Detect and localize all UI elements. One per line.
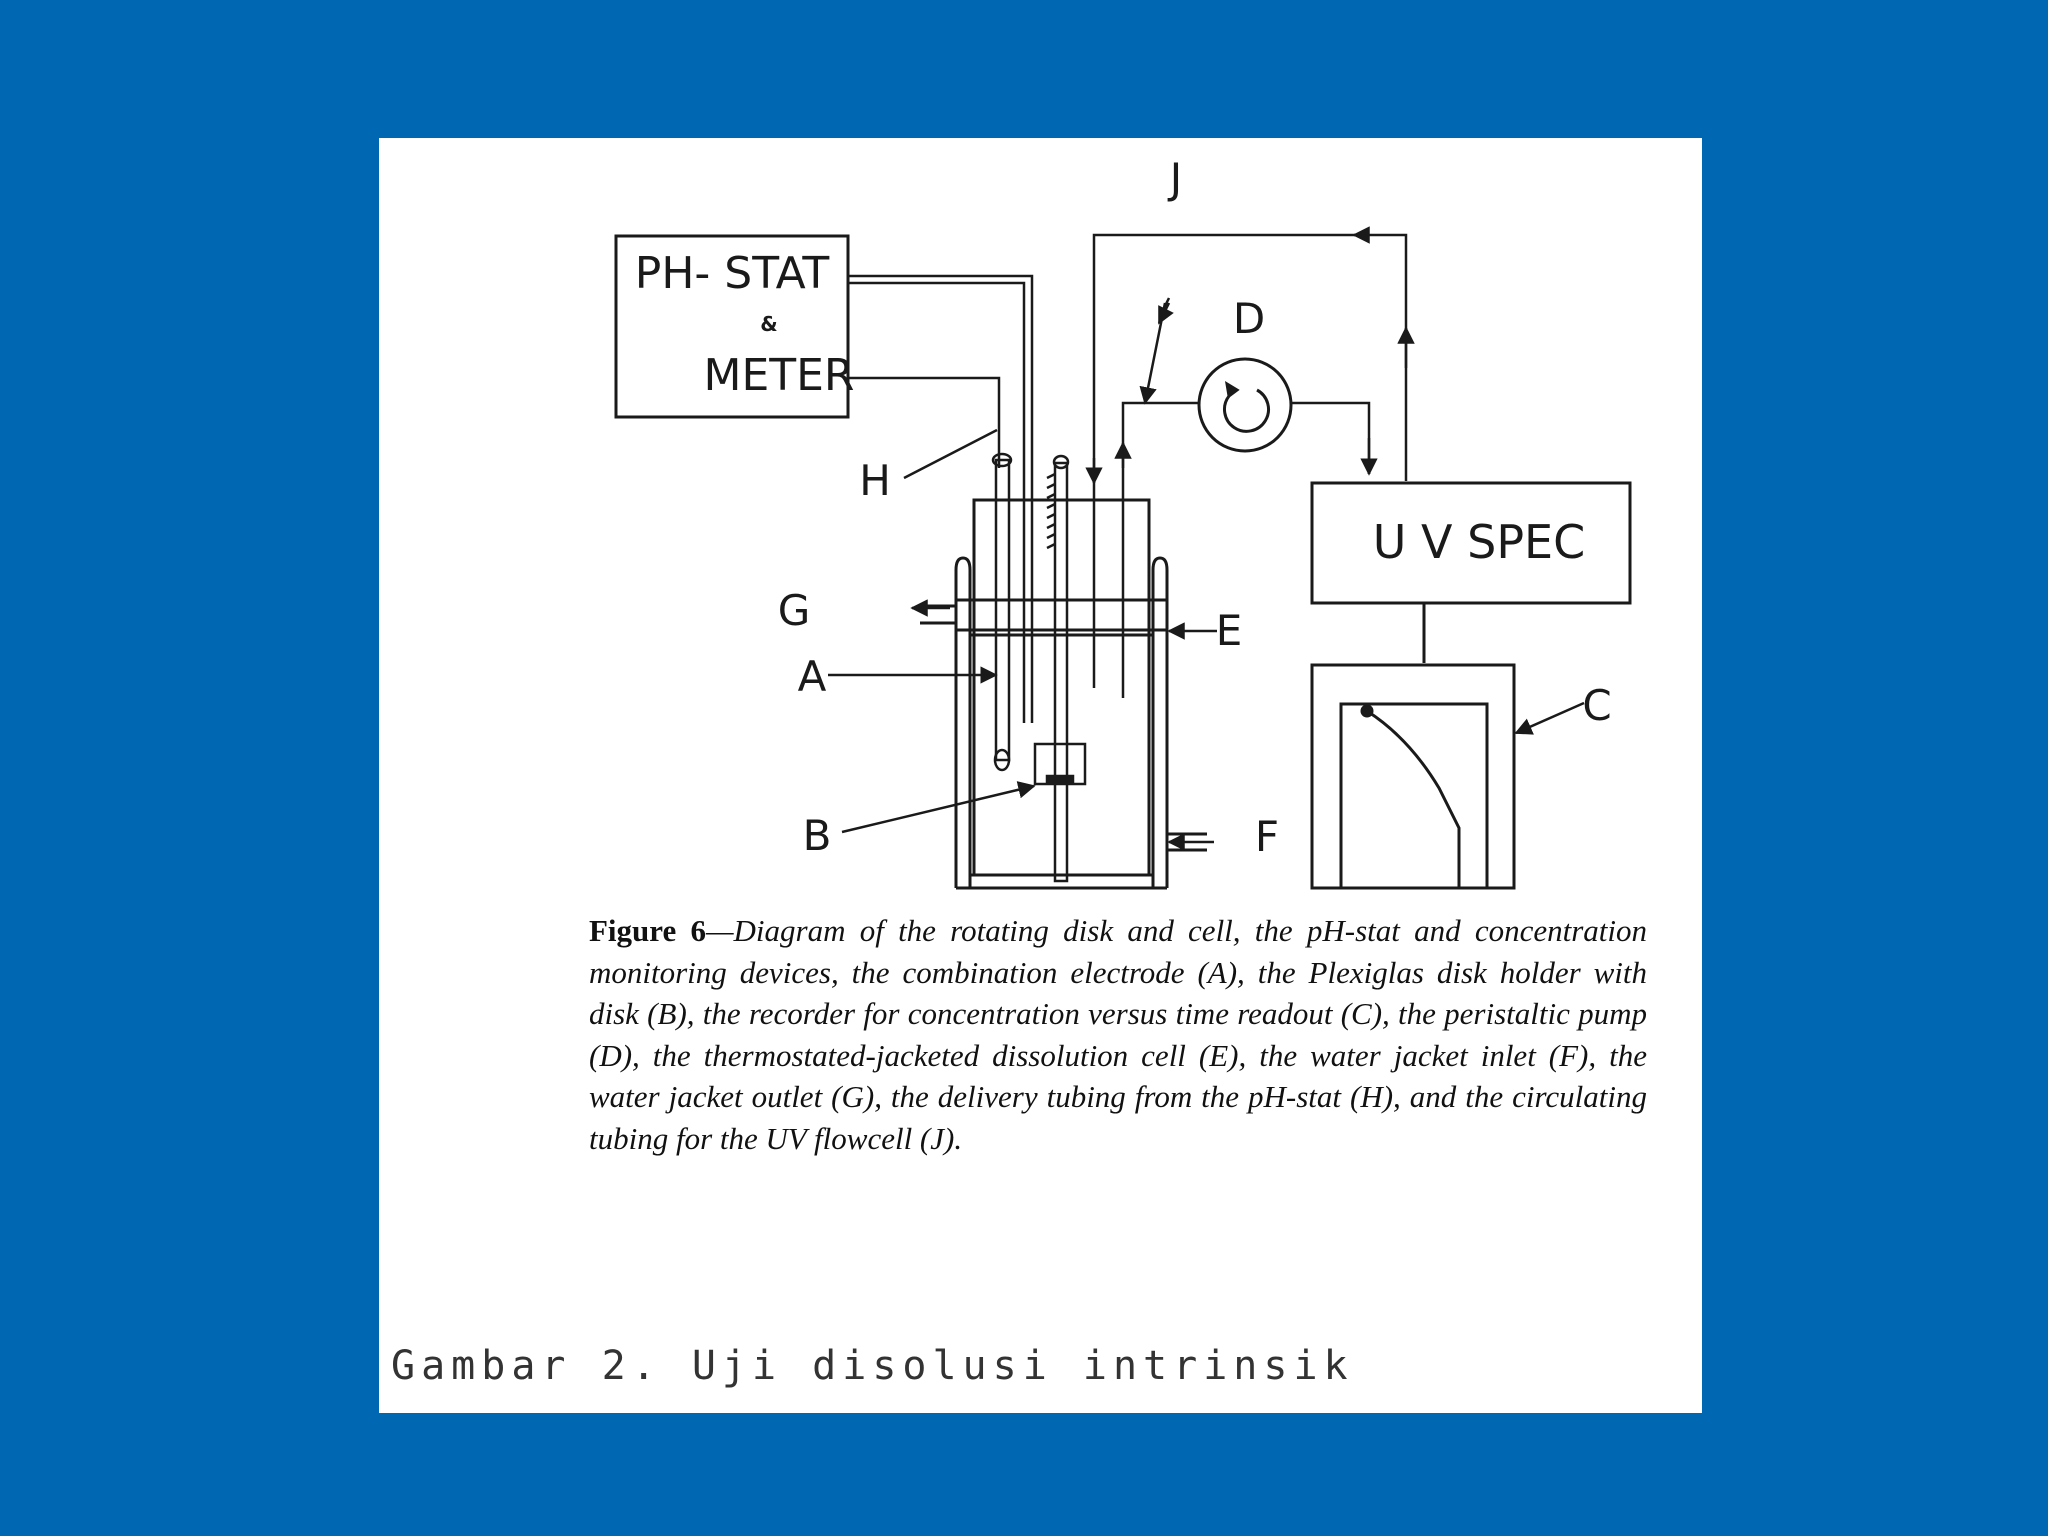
dissolution-cell: [920, 500, 1207, 888]
disk-holder-shaft: [1035, 456, 1085, 881]
label-f: F: [1254, 812, 1280, 861]
label-b: B: [802, 811, 832, 860]
figure-label: Figure: [589, 913, 677, 948]
peristaltic-pump: [1199, 359, 1291, 451]
recorder: [1312, 665, 1514, 888]
uv-spec-label: U V SPEC: [1372, 515, 1586, 569]
caption-text: —Diagram of the rotating disk and cell, the pH-stat and concentration monitoring devices, the combination electrode (A), the Plexiglas disk holder with disk (B), the recorder for concentration versus time readout (C), the peristaltic pump (D), the thermostated-jacketed dissolution cell (E), the water jacket inlet (F), the water jacket outlet (G), the delivery tubing from the pH-stat (H), and the circulating tubing for the UV flowcell (J).: [589, 913, 1648, 1156]
figure-caption: [589, 910, 1647, 1159]
figure-sheet: [379, 138, 1702, 1413]
label-j: J: [1169, 154, 1183, 203]
gambar-caption: Gambar 2. Uji disolusi intrinsik: [391, 1343, 1354, 1389]
label-e: E: [1215, 606, 1243, 655]
label-c: C: [1582, 681, 1612, 730]
meter-label: METER: [703, 350, 855, 401]
ph-stat-label: PH- STAT: [634, 248, 830, 299]
label-g: G: [777, 586, 811, 635]
label-a: A: [797, 652, 827, 701]
label-d: D: [1232, 294, 1266, 343]
figure-number: 6: [690, 913, 706, 948]
uv-spec-box: [1312, 483, 1630, 663]
label-h: H: [859, 456, 891, 505]
apparatus-diagram: [379, 138, 1702, 898]
ph-stat-ampersand: &: [760, 312, 778, 336]
ph-stat-meter-box: [616, 236, 855, 417]
